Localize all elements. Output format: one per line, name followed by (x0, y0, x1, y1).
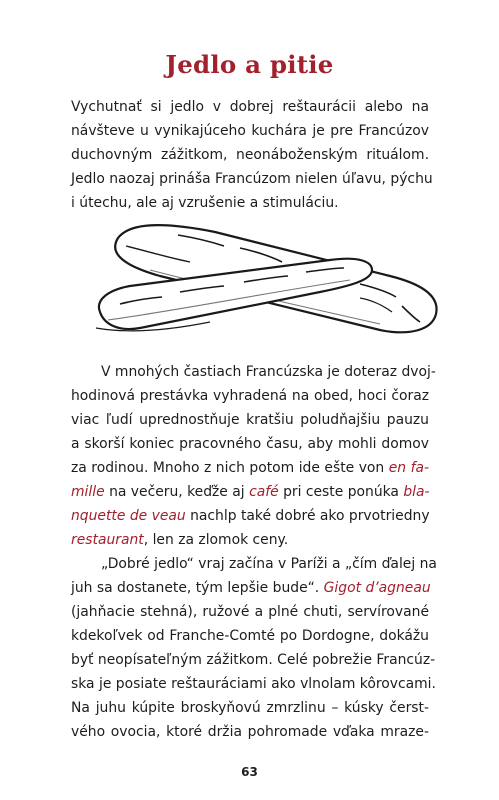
paragraph-3-line: ska je posiate reštauráciami ako vlnolam kôrovcami. (71, 676, 436, 692)
french-phrase: Gigot d’agneau (323, 580, 431, 596)
paragraph-3-line: Na juhu kúpite broskyňovú zmrzlinu – kúsky čerst- (71, 700, 429, 716)
paragraph-3-line: „Dobré jedlo“ vraj začína v Paríži a „čím ďalej na (101, 556, 437, 572)
paragraph-2-line: V mnohých častiach Francúzska je doteraz dvoj- (101, 364, 436, 380)
french-phrase: nquette de veau (71, 508, 186, 524)
paragraph-3-text: juh sa dostanete, tým lepšie bude“. (71, 580, 324, 596)
paragraph-1-line: Vychutnať si jedlo v dobrej reštaurácii alebo na (71, 99, 429, 115)
paragraph-2-text: pri ceste ponúka (278, 484, 404, 500)
french-phrase: restaurant (71, 532, 144, 548)
french-phrase: bla- (403, 484, 430, 500)
paragraph-1-line: i útechu, ale aj vzrušenie a stimuláciu. (71, 195, 339, 211)
paragraph-3-line: (jahňacie stehná), ružové a plné chuti, servírované (71, 604, 429, 620)
paragraph-2-line: hodinová prestávka vyhradená na obed, hoci čoraz (71, 388, 429, 404)
paragraph-2-line (71, 480, 429, 504)
paragraph-2-text: , len za zlomok ceny. (143, 532, 289, 548)
french-phrase: café (249, 484, 279, 500)
paragraph-1-line: Jedlo naozaj prináša Francúzom nielen úľavu, pýchu (71, 171, 433, 187)
paragraph-1-line: duchovným zážitkom, neonáboženským rituálom. (71, 147, 429, 163)
paragraph-3-line: vého ovocia, ktoré držia pohromade vďaka mraze- (71, 724, 429, 740)
paragraph-2-line (71, 456, 429, 480)
paragraph-3-line (71, 576, 429, 600)
chapter-title: Jedlo a pitie (165, 50, 334, 79)
french-phrase: en fa- (388, 460, 429, 476)
paragraph-2-text: nachlp také dobré ako prvotriedny (185, 508, 430, 524)
french-phrase: mille (71, 484, 105, 500)
page-number: 63 (241, 765, 258, 779)
paragraph-2-text: za rodinou. Mnoho z nich potom ide ešte von (71, 460, 389, 476)
paragraph-2-line: a skorší koniec pracovného času, aby mohli domov (71, 436, 429, 452)
paragraph-3-line: kdekoľvek od Franche-Comté po Dordogne, dokážu (71, 628, 429, 644)
paragraph-2-line (71, 528, 429, 552)
paragraph-3-line: byť neopísateľným zážitkom. Celé pobrežie Francúz- (71, 652, 436, 668)
paragraph-2-line: viac ľudí uprednostňuje kratšiu poludňajšiu pauzu (71, 412, 429, 428)
paragraph-2-text: na večeru, keďže aj (104, 484, 250, 500)
paragraph-2-line (71, 504, 429, 528)
paragraph-1-line: návšteve u vynikajúceho kuchára je pre Francúzov (71, 123, 429, 139)
